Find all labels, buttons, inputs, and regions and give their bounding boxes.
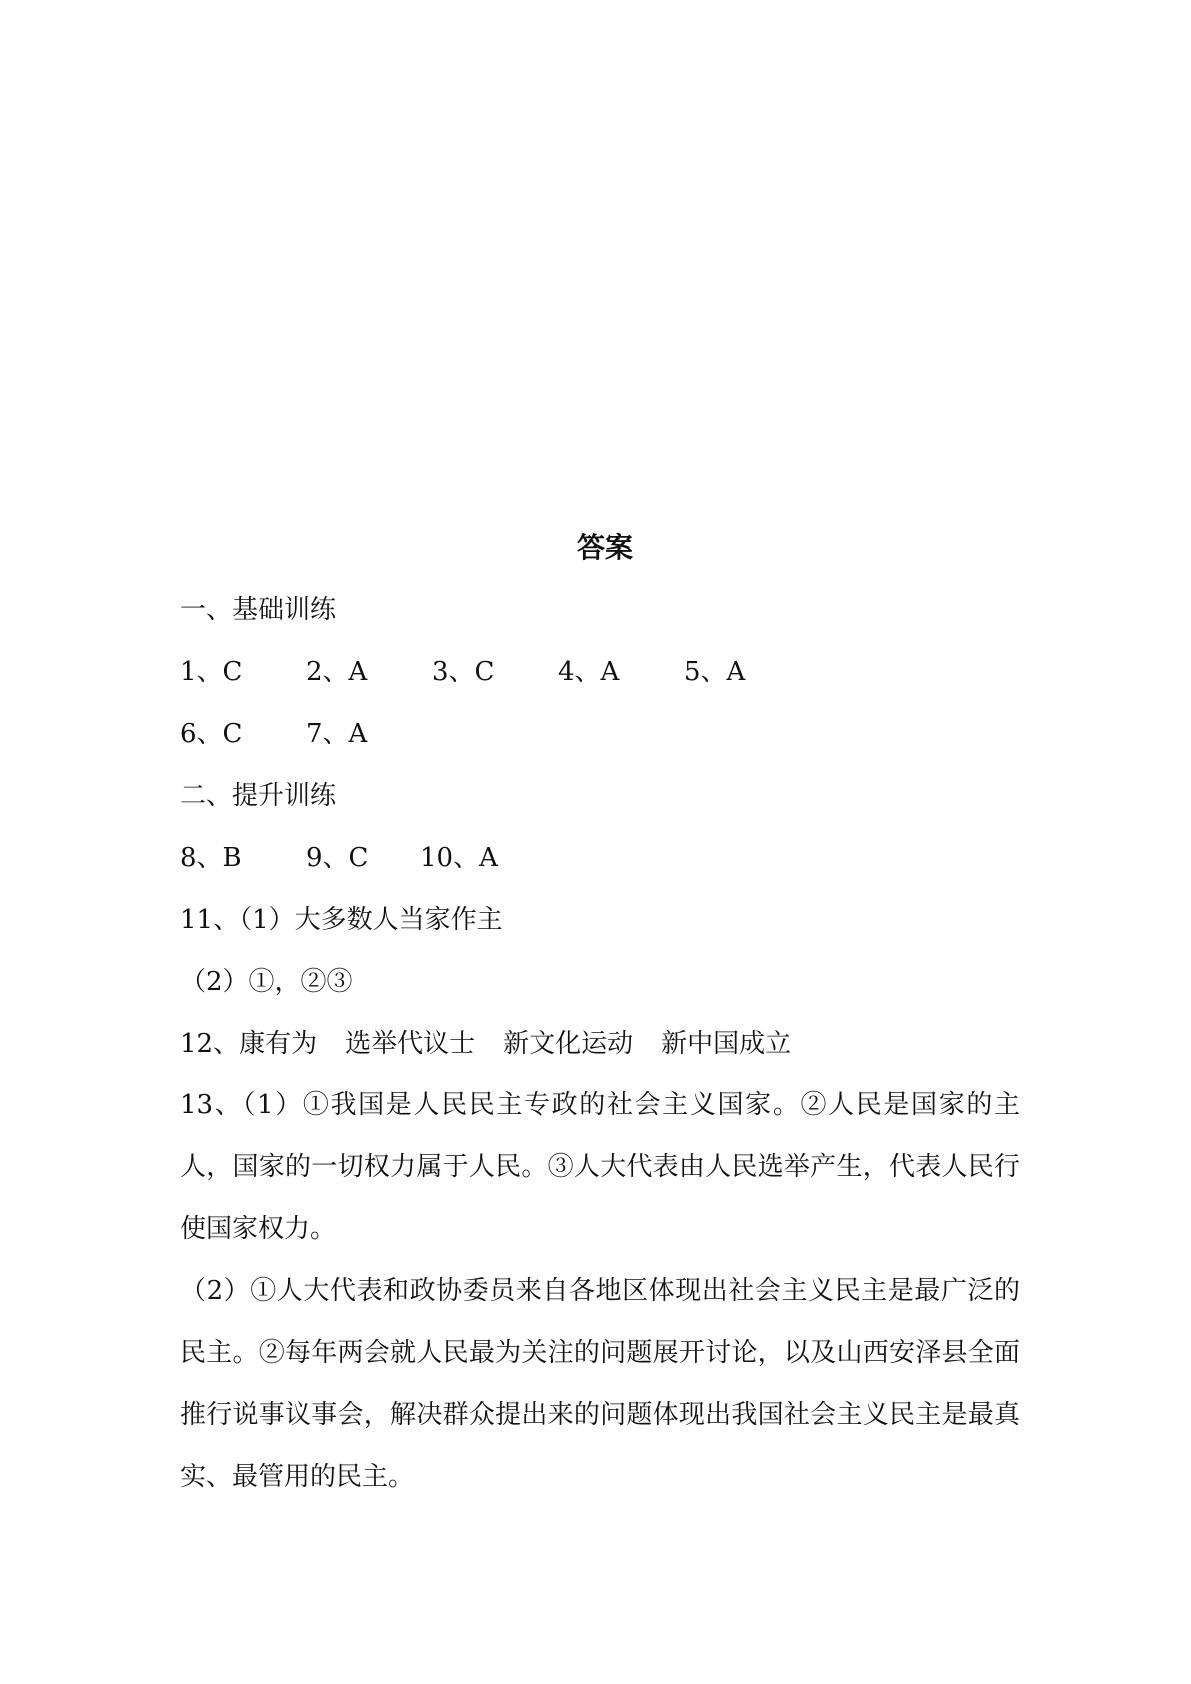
answer-q11-part2: （2）①，②③ [180,967,353,997]
answer-item: 1、C [180,657,243,687]
answer-item: 5、A [684,657,746,687]
answer-row-2 [180,714,1020,754]
answer-q12-item: 新文化运动 [503,1029,634,1059]
answer-q13-part1: 13、（1）①我国是人民民主专政的社会主义国家。②人民是国家的主人，国家的一切权力属于人民。③人大代表由人民选举产生，代表人民行使国家权力。 [180,1090,1020,1244]
answer-q12-item: 选举代议士 [345,1029,476,1059]
answer-item: 2、A [306,657,368,687]
answer-item: 9、C [306,843,369,873]
answer-item: 4、A [558,657,620,687]
answer-item: 7、A [306,719,368,749]
page-title: 答案 [576,531,633,564]
answer-item: 10、A [420,843,498,873]
answer-q12-item: 12、康有为 [180,1029,318,1059]
section-heading-advanced: 二、提升训练 [180,781,337,811]
section-heading-basic: 一、基础训练 [180,595,337,625]
answer-q12-item: 新中国成立 [661,1029,792,1059]
answer-item: 6、C [180,719,243,749]
answer-row-3 [180,838,1020,878]
answer-item: 8、B [180,843,242,873]
answer-item: 3、C [432,657,495,687]
answer-content [180,528,1020,1508]
answer-q12 [180,1024,1020,1064]
answer-q11-part1: 11、（1）大多数人当家作主 [180,905,503,935]
answer-q13-part2: （2）①人大代表和政协委员来自各地区体现出社会主义民主是最广泛的民主。②每年两会就人民最为关注的问题展开讨论，以及山西安泽县全面推行说事议事会，解决群众提出来的问题体现出我国社会主义民主是最真实、最管用的民主。 [180,1276,1020,1492]
answer-row-1 [180,652,1020,692]
